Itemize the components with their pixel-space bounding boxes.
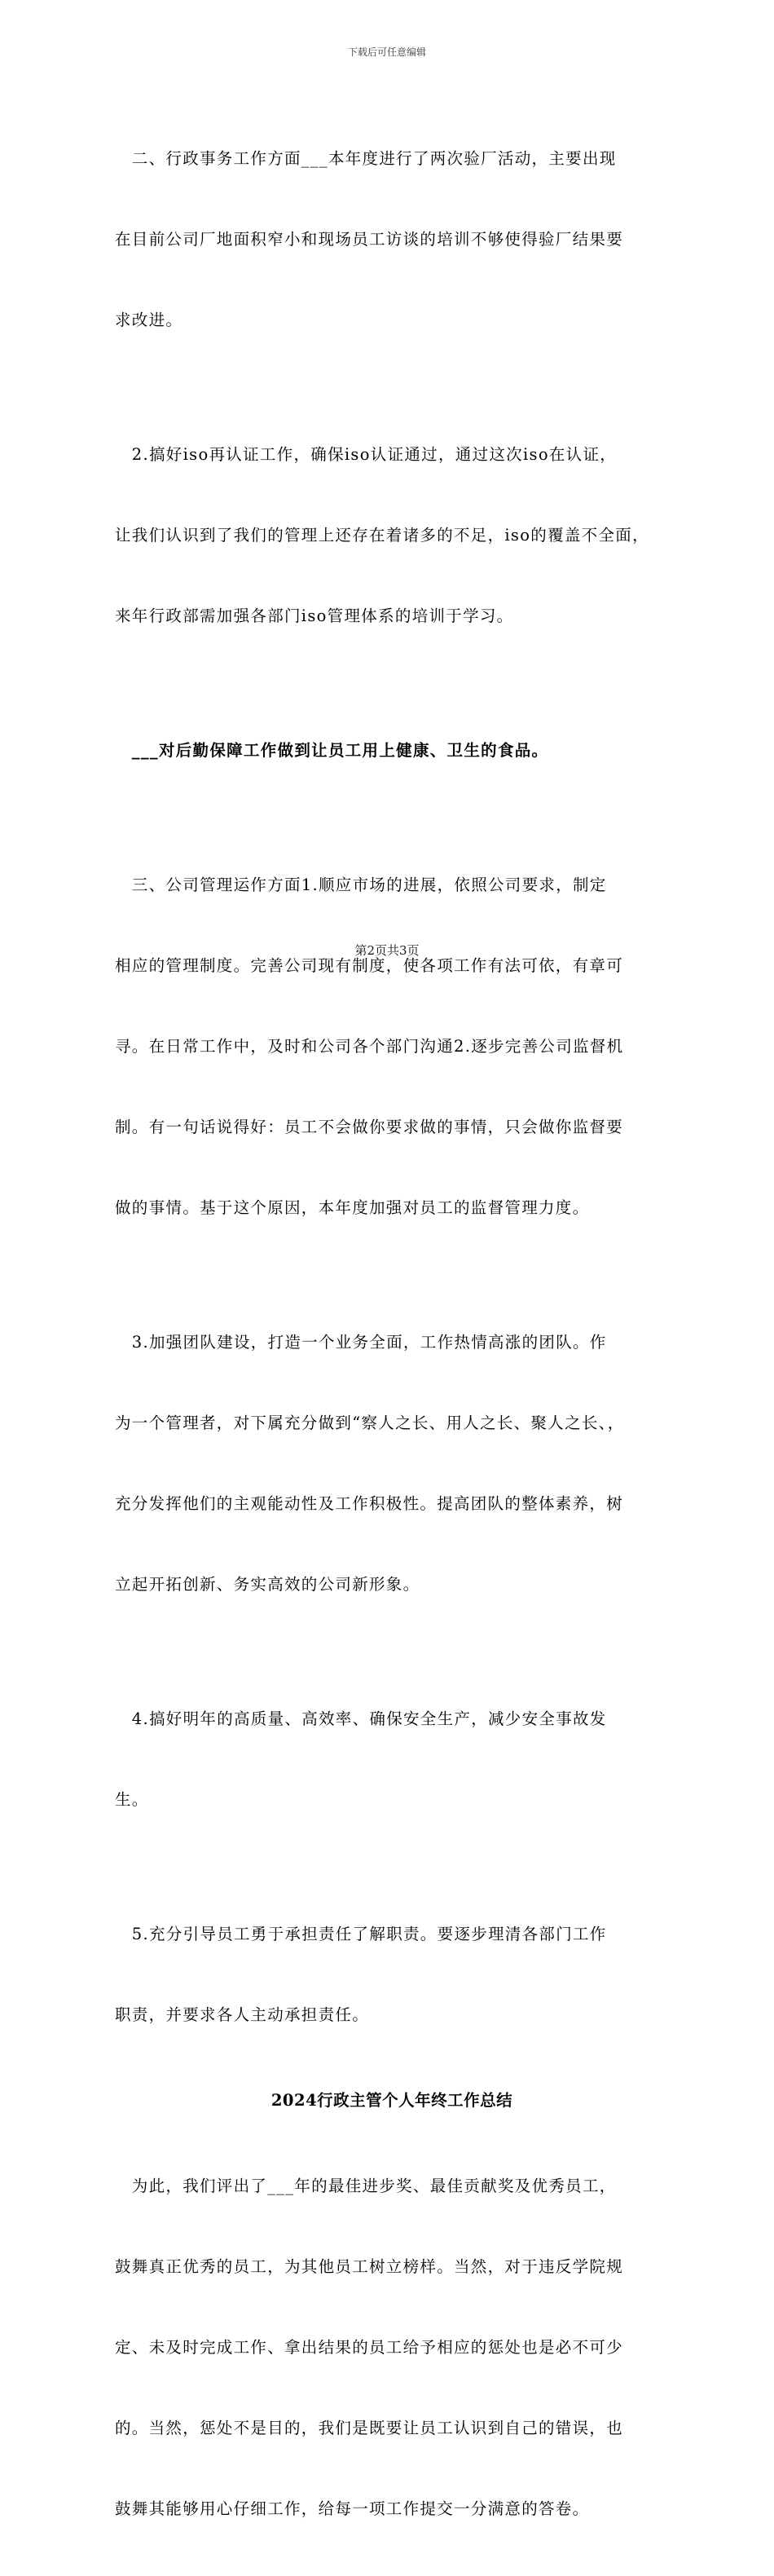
paragraph-line: 鼓舞其能够用心仔细工作，给每一项工作提交一分满意的答卷。 (115, 2499, 590, 2518)
page-footer: 第2页共3页 (354, 943, 420, 958)
paragraph-awards (115, 2119, 669, 2576)
paragraph-line: 做的事情。基于这个原因，本年度加强对员工的监督管理力度。 (115, 1198, 590, 1217)
paragraph-line: 求改进。 (115, 311, 183, 329)
paragraph-line: 鼓舞真正优秀的员工，为其他员工树立榜样。当然，对于违反学院规 (115, 2257, 624, 2276)
page-header: 下载后可任意编辑 (347, 46, 426, 58)
paragraph-line: 立起开拓创新、务实高效的公司新形象。 (115, 1575, 420, 1594)
paragraph-line: 让我们认识到了我们的管理上还存在着诸多的不足，iso的覆盖不全面， (115, 526, 649, 545)
paragraph-line: 寻。在日常工作中，及时和公司各个部门沟通2.逐步完善公司监督机 (115, 1037, 624, 1056)
document-body (115, 91, 669, 2576)
paragraph-line: 在目前公司厂地面积窄小和现场员工访谈的培训不够使得验厂结果要 (115, 230, 624, 249)
paragraph-line: 为一个管理者，对下属充分做到“察人之长、用人之长、聚人之长、， (115, 1414, 625, 1432)
paragraph-line: 3.加强团队建设，打造一个业务全面，工作热情高涨的团队。作 (115, 1333, 607, 1352)
paragraph-team (115, 1275, 669, 1652)
paragraph-line: 4.搞好明年的高质量、高效率、确保安全生产，减少安全事故发 (115, 1709, 607, 1728)
paragraph-line: 定、未及时完成工作、拿出结果的员工给予相应的惩处也是必不可少 (115, 2338, 624, 2357)
paragraph-line: 制。有一句话说得好：员工不会做你要求做的事情，只会做你监督要 (115, 1118, 624, 1136)
paragraph-logistics (115, 683, 669, 818)
paragraph-safety (115, 1652, 669, 1867)
paragraph-line: 二、行政事务工作方面___本年度进行了两次验厂活动，主要出现 (115, 149, 617, 168)
paragraph-line: 三、公司管理运作方面1.顺应市场的进展，依照公司要求，制定 (115, 876, 607, 894)
paragraph-line: 2.搞好iso再认证工作，确保iso认证通过，通过这次iso在认证， (115, 445, 618, 464)
section-title: 2024行政主管个人年终工作总结 (270, 2091, 513, 2110)
paragraph-line: 生。 (115, 1790, 149, 1809)
paragraph-line: ___对后勤保障工作做到让员工用上健康、卫生的食品。 (115, 741, 549, 760)
paragraph-responsibility (115, 1867, 669, 2082)
paragraph-line: 的。当然，惩处不是目的，我们是既要让员工认识到自己的错误，也 (115, 2419, 624, 2437)
paragraph-line: 为此，我们评出了___年的最佳进步奖、最佳贡献奖及优秀员工， (115, 2177, 617, 2195)
paragraph-line: 充分发挥他们的主观能动性及工作积极性。提高团队的整体素养，树 (115, 1494, 624, 1513)
paragraph-line: 来年行政部需加强各部门iso管理体系的培训于学习。 (115, 607, 514, 625)
paragraph-line: 职责，并要求各人主动承担责任。 (115, 2005, 370, 2024)
paragraph-management (115, 818, 669, 1275)
paragraph-line: 相应的管理制度。完善公司现有制度，使各项工作有法可依，有章可 (115, 956, 624, 975)
paragraph-admin-affairs (115, 91, 669, 387)
paragraph-line: 5.充分引导员工勇于承担责任了解职责。要逐步理清各部门工作 (115, 1925, 607, 1943)
paragraph-iso (115, 387, 669, 683)
